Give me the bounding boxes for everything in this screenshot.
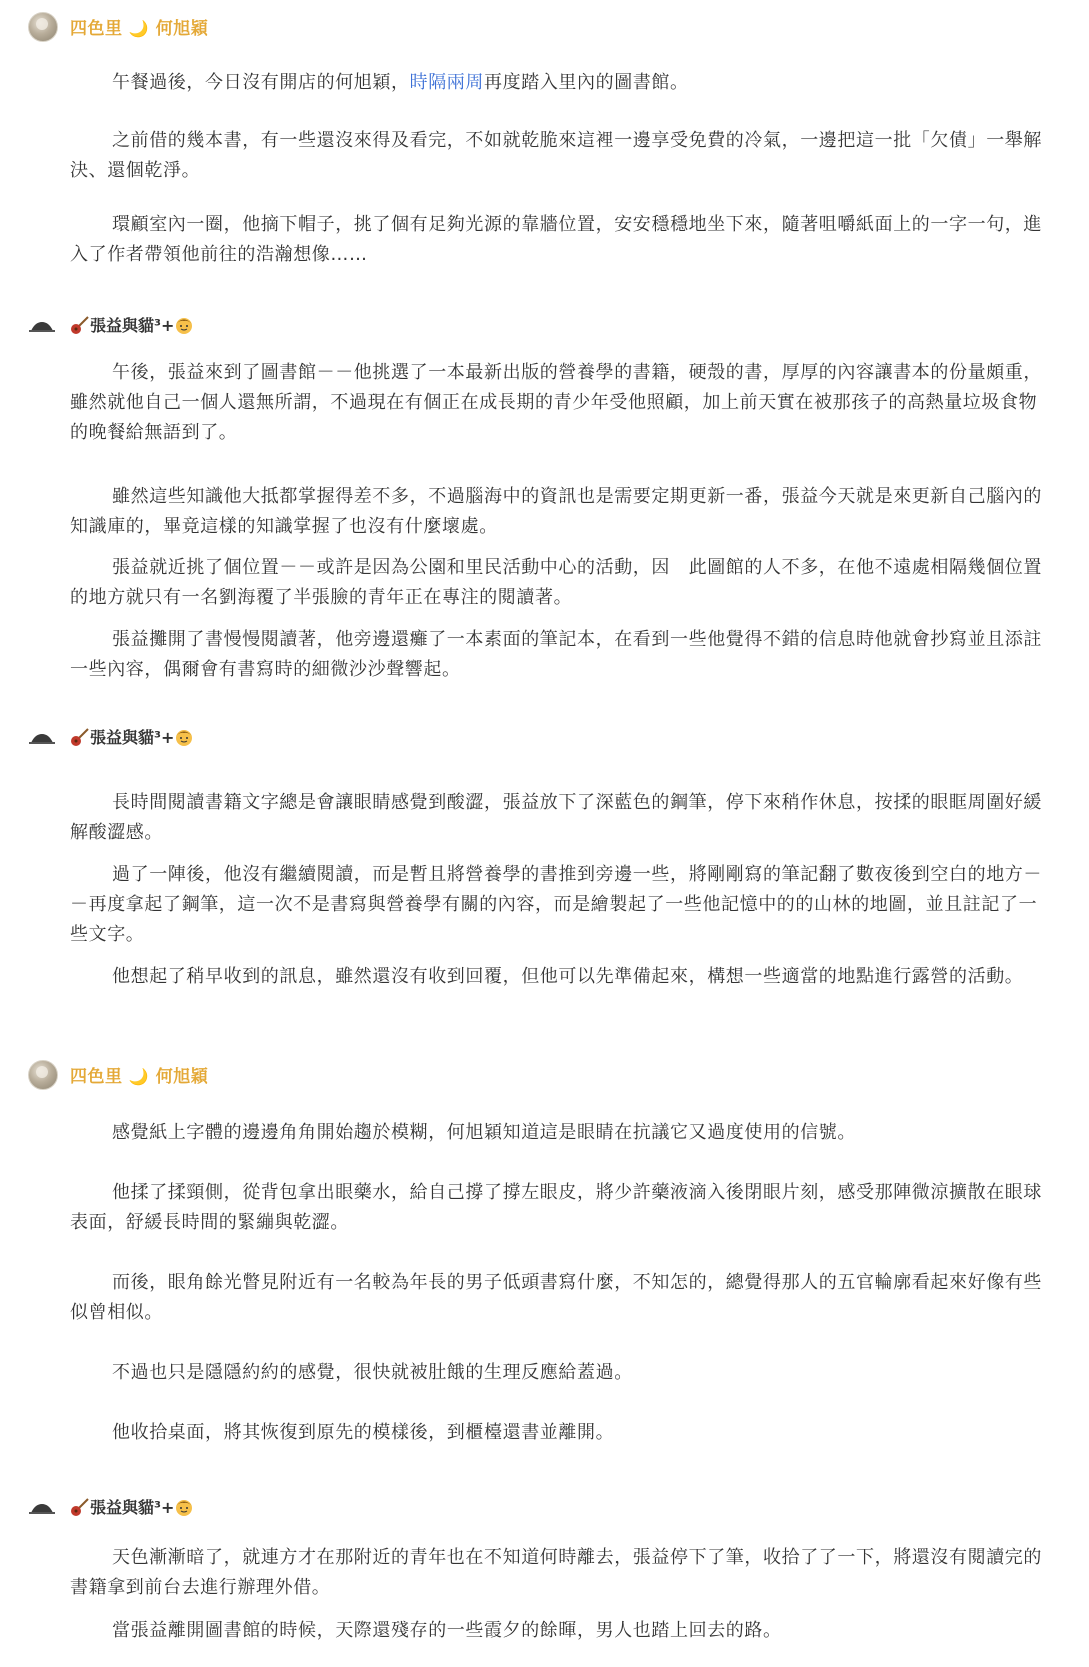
- paragraph: 雖然這些知識他大抵都掌握得差不多，不過腦海中的資訊也是需要定期更新一番，張益今天就是來更新自己腦內的知識庫的，畢竟這樣的知識掌握了也沒有什麼壞處。: [70, 486, 1042, 537]
- paragraph: 張益攤開了書慢慢閱讀著，他旁邊還癱了一本素面的筆記本，在看到一些他覺得不錯的信息時他就會抄寫並且添註一些內容，偶爾會有書寫時的細微沙沙聲響起。: [70, 629, 1042, 680]
- hat-avatar-icon[interactable]: [29, 1501, 55, 1515]
- guitar-icon: [70, 1497, 90, 1517]
- face-emoji-icon: [174, 727, 194, 747]
- hat-avatar-icon[interactable]: [29, 319, 55, 333]
- para-text: 午餐過後，今日沒有開店的何旭穎，: [112, 72, 410, 93]
- paragraph: 長時間閱讀書籍文字總是會讓眼睛感覺到酸澀，張益放下了深藍色的鋼筆，停下來稍作休息，按揉的眼眶周圍好緩解酸澀感。: [70, 792, 1042, 843]
- author-name-text: 張益與貓³+: [90, 728, 175, 747]
- face-emoji-icon: [174, 1497, 194, 1517]
- author-name-b: 何旭穎: [155, 1067, 209, 1087]
- paragraph: 他想起了稍早收到的訊息，雖然還沒有收到回覆，但他可以先準備起來，構想一些適當的地點進行露營的活動。: [112, 966, 1024, 987]
- para-text: 再度踏入里內的圖書館。: [484, 72, 689, 93]
- guitar-icon: [70, 727, 90, 747]
- paragraph: [70, 68, 1050, 98]
- paragraph: 當張益離開圖書館的時候，天際還殘存的一些霞夕的餘暉，男人也踏上回去的路。: [112, 1620, 782, 1641]
- moon-icon: 🌙: [128, 1067, 150, 1086]
- face-emoji-icon: [174, 315, 194, 335]
- author-name[interactable]: [70, 725, 194, 748]
- author-name-text: 張益與貓³+: [90, 1498, 175, 1517]
- paragraph: 他收拾桌面，將其恢復到原先的模樣後，到櫃檯還書並離開。: [112, 1422, 615, 1443]
- guitar-icon: [70, 315, 90, 335]
- author-name-b: 何旭穎: [155, 19, 209, 39]
- link[interactable]: 時隔兩周: [409, 72, 485, 93]
- paragraph: 過了一陣後，他沒有繼續閱讀，而是暫且將營養學的書推到旁邊一些，將剛剛寫的筆記翻了數夜後到空白的地方－－再度拿起了鋼筆，這一次不是書寫與營養學有關的內容，而是繪製起了一些他記憶中的的山林的地圖，並且註記了一些文字。: [70, 864, 1042, 945]
- author-name-a: 四色里: [70, 1067, 123, 1087]
- author-name[interactable]: [70, 1062, 208, 1087]
- paragraph: 而後，眼角餘光瞥見附近有一名較為年長的男子低頭書寫什麼，不知怎的，總覺得那人的五官輪廓看起來好像有些似曾相似。: [70, 1272, 1042, 1323]
- avatar[interactable]: [28, 1060, 58, 1090]
- paragraph: 張益就近挑了個位置－－或許是因為公園和里民活動中心的活動，因 此圖館的人不多，在他不遠處相隔幾個位置的地方就只有一名劉海覆了半張臉的青年正在專注的閱讀著。: [70, 557, 1042, 608]
- moon-icon: 🌙: [128, 19, 150, 38]
- author-name-text: 張益與貓³+: [90, 316, 175, 335]
- paragraph: 不過也只是隱隱約約的感覺，很快就被肚餓的生理反應給蓋過。: [112, 1362, 633, 1383]
- paragraph: 天色漸漸暗了，就連方才在那附近的青年也在不知道何時離去，張益停下了筆，收拾了了一下，將還沒有閱讀完的書籍拿到前台去進行辦理外借。: [70, 1547, 1042, 1598]
- paragraph: 環顧室內一圈，他摘下帽子，挑了個有足夠光源的靠牆位置，安安穩穩地坐下來，隨著咀嚼紙面上的一字一句，進入了作者帶領他前往的浩瀚想像……: [70, 214, 1042, 265]
- author-name[interactable]: [70, 1495, 194, 1518]
- paragraph: 之前借的幾本書，有一些還沒來得及看完，不如就乾脆來這裡一邊享受免費的冷氣，一邊把這一批「欠債」一舉解決、還個乾淨。: [70, 130, 1042, 181]
- paragraph: 感覺紙上字體的邊邊角角開始趨於模糊，何旭穎知道這是眼睛在抗議它又過度使用的信號。: [112, 1122, 856, 1143]
- hat-avatar-icon[interactable]: [29, 731, 55, 745]
- author-name-a: 四色里: [70, 19, 123, 39]
- paragraph: 午後，張益來到了圖書館－－他挑選了一本最新出版的營養學的書籍，硬殼的書，厚厚的內容讓書本的份量頗重，雖然就他自己一個人還無所謂，不過現在有個正在成長期的青少年受他照顧，加上前天實在被那孩子的高熱量垃圾食物的晚餐給無語到了。: [70, 362, 1042, 443]
- author-name[interactable]: [70, 313, 194, 336]
- avatar[interactable]: [28, 12, 58, 42]
- paragraph: 他揉了揉頸側，從背包拿出眼藥水，給自己撐了撐左眼皮，將少許藥液滴入後閉眼片刻，感受那陣微涼擴散在眼球表面，舒緩長時間的緊繃與乾澀。: [70, 1182, 1042, 1233]
- author-name[interactable]: [70, 14, 208, 39]
